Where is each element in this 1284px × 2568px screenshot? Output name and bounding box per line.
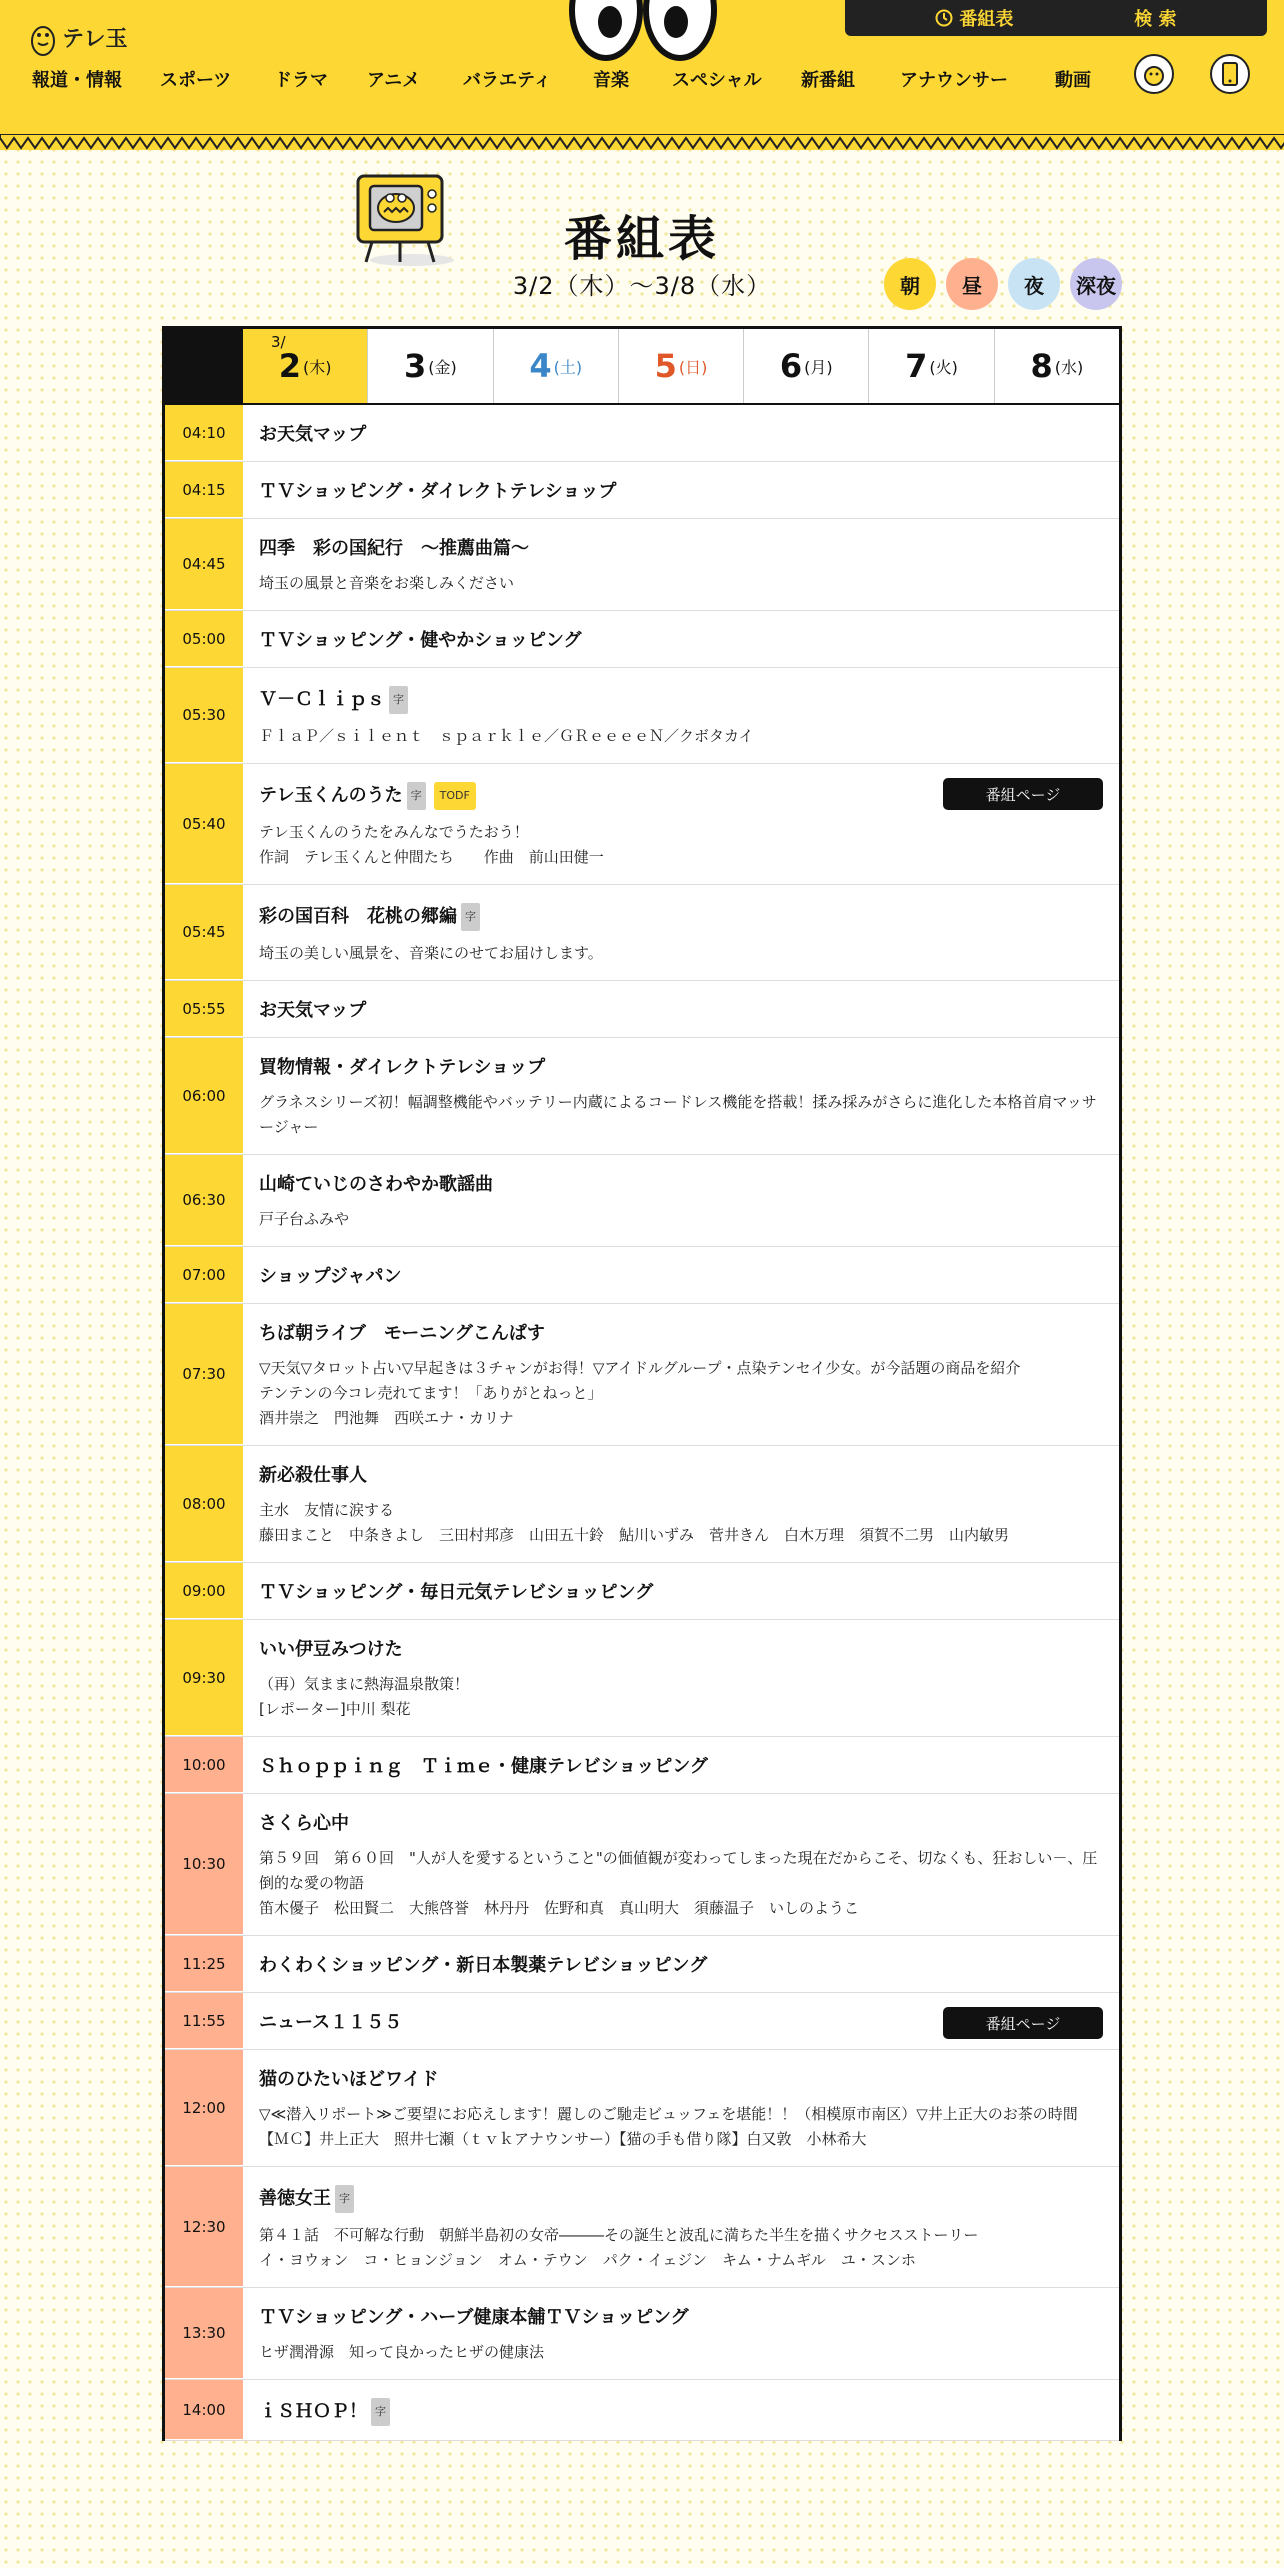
program-description-line: 酒井崇之 門池舞 西咲エナ・カリナ — [259, 1409, 514, 1427]
program-page-button[interactable]: 番組ページ — [943, 2007, 1103, 2039]
program-row — [165, 764, 1119, 885]
program-row — [165, 981, 1119, 1038]
program-title-line — [259, 1056, 1103, 1080]
program-description-line: 藤田まこと 中条きよし 三田村邦彦 山田五十鈴 鮎川いずみ 菅井きん 白木万理 須賀不二男 山内敏男 — [259, 1526, 1010, 1544]
schedule-link[interactable] — [935, 5, 1013, 31]
date-tab-month: 3/ — [271, 333, 286, 351]
program-info — [243, 1737, 1119, 1793]
program-description — [259, 941, 1103, 966]
program-title[interactable]: ニュース１１５５ — [259, 2012, 403, 2033]
program-time: 04:10 — [165, 405, 243, 461]
date-tab-8[interactable] — [994, 329, 1119, 403]
program-description-line: 第５９回 第６０回 "人が人を愛するということ"の価値観が変わってしまった現在だからこそ、切なくも、狂おしい－、圧倒的な愛の物語 — [259, 1849, 1098, 1892]
date-tabs-corner — [165, 329, 243, 403]
program-description-line: テレ玉くんのうたをみんなでうたおう！ — [259, 823, 529, 841]
program-time: 11:55 — [165, 1993, 243, 2049]
program-title[interactable]: ショップジャパン — [259, 1266, 402, 1287]
program-time: 13:30 — [165, 2288, 243, 2379]
program-title-line — [259, 903, 1103, 931]
program-description — [259, 1672, 1103, 1722]
program-title[interactable]: 山崎ていじのさわやか歌謡曲 — [259, 1174, 493, 1195]
program-title-line — [259, 2185, 1103, 2213]
program-description — [259, 2223, 1103, 2273]
program-row — [165, 2167, 1119, 2288]
program-title-line — [259, 2068, 1103, 2092]
filter-night[interactable]: 夜 — [1008, 258, 1060, 310]
program-time: 04:45 — [165, 519, 243, 610]
nav-announcers[interactable]: アナウンサー — [900, 70, 1008, 91]
program-time: 05:30 — [165, 668, 243, 763]
program-title-line — [259, 537, 1103, 561]
program-description-line: 笛木優子 松田賢二 大熊啓誉 林丹丹 佐野和真 真山明大 須藤温子 いしのようこ — [259, 1899, 860, 1917]
program-time: 04:15 — [165, 462, 243, 518]
date-tab-weekday: (土) — [553, 357, 583, 377]
program-description — [259, 1846, 1103, 1921]
program-description — [259, 2102, 1103, 2152]
program-row — [165, 668, 1119, 764]
page-title: 番組表 — [563, 211, 720, 267]
time-of-day-filters — [884, 258, 1122, 312]
program-title[interactable]: 新必殺仕事人 — [259, 1465, 367, 1486]
program-title-line — [259, 1954, 1103, 1978]
date-tab-weekday: (木) — [303, 357, 332, 377]
program-description-line: （再）気ままに熱海温泉散策！ — [259, 1675, 470, 1693]
subtitle-badge: 字 — [389, 686, 408, 714]
filter-late-night[interactable]: 深夜 — [1070, 258, 1122, 310]
program-row — [165, 611, 1119, 668]
program-info — [243, 885, 1119, 980]
program-time: 06:30 — [165, 1155, 243, 1246]
program-row — [165, 1563, 1119, 1620]
program-description — [259, 2340, 1103, 2365]
date-tab-weekday: (日) — [678, 357, 708, 377]
clock-icon — [935, 9, 953, 27]
program-title[interactable]: Ｖ－Ｃｌｉｐｓ — [259, 689, 385, 710]
tele-tama-app-icon[interactable] — [1134, 54, 1174, 94]
filter-noon[interactable]: 昼 — [946, 258, 998, 310]
program-title[interactable]: 善徳女王 — [259, 2188, 331, 2209]
program-time: 05:40 — [165, 764, 243, 884]
date-tab-day: 5 — [654, 347, 677, 385]
date-tab-2[interactable] — [243, 329, 367, 403]
program-row — [165, 1155, 1119, 1247]
date-tab-day: 7 — [905, 347, 928, 385]
program-time: 05:00 — [165, 611, 243, 667]
program-title[interactable]: ｉＳＨＯＰ！ — [259, 2401, 367, 2422]
program-info — [243, 462, 1119, 518]
nav-special[interactable]: スペシャル — [672, 70, 762, 91]
program-description-line: 埼玉の風景と音楽をお楽しみください — [259, 574, 515, 592]
program-description-line: ヒザ潤滑源 知って良かったヒザの健康法 — [259, 2343, 545, 2361]
subtitle-badge: 字 — [407, 782, 426, 810]
program-time: 05:45 — [165, 885, 243, 980]
program-row — [165, 462, 1119, 519]
program-title-line — [259, 1173, 1103, 1197]
program-title-line — [259, 1265, 1103, 1289]
app-icon-glyph — [1136, 56, 1172, 92]
program-title-line — [259, 686, 1103, 714]
program-time: 14:00 — [165, 2380, 243, 2440]
program-title-line — [259, 423, 1103, 447]
date-tab-weekday: (水) — [1054, 357, 1084, 377]
program-description — [259, 820, 1103, 870]
program-description-line: グラネスシリーズ初！幅調整機能やバッテリー内蔵によるコードレス機能を搭載！揉み採みがさらに進化した本格首肩マッサージャー — [259, 1093, 1097, 1136]
program-title-line — [259, 629, 1103, 653]
nav-anime[interactable]: アニメ — [367, 70, 421, 91]
subtitle-badge: 字 — [371, 2398, 390, 2426]
program-row — [165, 1936, 1119, 1993]
date-tab-day: 2 — [278, 347, 302, 385]
site-header — [0, 0, 1284, 150]
program-title-line — [259, 2398, 1103, 2426]
program-title[interactable]: ＴＶショッピング・ハーブ健康本舗ＴＶショッピング — [259, 2307, 689, 2328]
program-title[interactable]: Ｓｈｏｐｐｉｎｇ Ｔｉｍｅ・健康テレビショッピング — [259, 1756, 708, 1777]
phone-icon — [1212, 56, 1248, 92]
program-time: 06:00 — [165, 1038, 243, 1154]
program-time: 12:00 — [165, 2050, 243, 2166]
mascot-eyes-icon — [568, 0, 718, 62]
program-description-line: 【ＭＣ】井上正大 照井七瀬（ｔｖｋアナウンサー）【猫の手も借り隊】白又敦 小林希大 — [259, 2130, 867, 2148]
logo-text: テレ玉 — [62, 26, 128, 52]
program-info — [243, 1038, 1119, 1154]
date-tabs — [165, 329, 1119, 405]
program-info — [243, 2167, 1119, 2287]
filter-morning[interactable]: 朝 — [884, 258, 936, 310]
program-description-line: 作詞 テレ玉くんと仲間たち 作曲 前山田健一 — [259, 848, 604, 866]
program-info — [243, 668, 1119, 763]
date-tab-weekday: (火) — [929, 357, 958, 377]
schedule-link-label: 番組表 — [959, 9, 1014, 30]
program-info — [243, 981, 1119, 1037]
program-description-line: ＦｌａＰ／ｓｉｌｅｎｔ ｓｐａｒｋｌｅ／ＧＲｅｅｅｅＮ／クボタカイ — [259, 727, 754, 745]
date-tab-6[interactable] — [743, 329, 868, 403]
program-description — [259, 1356, 1103, 1431]
program-title[interactable]: いい伊豆みつけた — [259, 1639, 403, 1660]
program-info — [243, 2380, 1119, 2440]
program-time: 10:00 — [165, 1737, 243, 1793]
header-zigzag-edge — [0, 134, 1284, 152]
date-tab-day: 8 — [1030, 347, 1053, 385]
program-title[interactable]: ＴＶショッピング・毎日元気テレビショッピング — [259, 1582, 654, 1603]
program-row — [165, 1446, 1119, 1563]
program-time: 11:25 — [165, 1936, 243, 1992]
program-title[interactable]: お天気マップ — [259, 424, 367, 445]
program-info — [243, 764, 1119, 884]
program-title[interactable]: 猫のひたいほどワイド — [259, 2069, 439, 2090]
program-title-line — [259, 1322, 1103, 1346]
program-info — [243, 1446, 1119, 1562]
subtitle-badge: 字 — [461, 903, 480, 931]
program-time: 07:00 — [165, 1247, 243, 1303]
program-row — [165, 1737, 1119, 1794]
subtitle-badge: 字 — [335, 2185, 354, 2213]
utility-bar — [845, 0, 1267, 36]
program-info — [243, 1304, 1119, 1445]
program-time: 09:00 — [165, 1563, 243, 1619]
date-tab-3[interactable] — [367, 329, 492, 403]
program-title-line — [259, 1638, 1103, 1662]
program-info — [243, 1620, 1119, 1736]
program-time: 12:30 — [165, 2167, 243, 2287]
program-row — [165, 1620, 1119, 1737]
program-schedule — [162, 326, 1122, 2441]
program-row — [165, 1304, 1119, 1446]
program-title-line — [259, 1812, 1103, 1836]
todf-badge: TODF — [434, 782, 476, 810]
program-info — [243, 1563, 1119, 1619]
program-row — [165, 2050, 1119, 2167]
nav-variety[interactable]: バラエティ — [463, 70, 552, 91]
program-time: 05:55 — [165, 981, 243, 1037]
nav-music[interactable]: 音楽 — [593, 70, 629, 91]
program-time: 09:30 — [165, 1620, 243, 1736]
program-title[interactable]: お天気マップ — [259, 1000, 367, 1021]
program-description — [259, 724, 1103, 749]
program-info — [243, 1936, 1119, 1992]
nav-sports[interactable]: スポーツ — [160, 70, 232, 91]
main-nav — [0, 62, 1284, 98]
program-description-line: ▽天気▽タロット占い▽早起きは３チャンがお得！▽アイドルグループ・点染テンセイ少女。が今話題の商品を紹介 — [259, 1359, 1021, 1377]
program-row — [165, 2288, 1119, 2380]
date-range: 3/2（木）〜3/8（水） — [512, 272, 772, 300]
program-info — [243, 2288, 1119, 2379]
program-description-line: 埼玉の美しい風景を、音楽にのせてお届けします。 — [259, 944, 603, 962]
program-time: 08:00 — [165, 1446, 243, 1562]
program-title[interactable]: 四季 彩の国紀行 ～推薦曲篇～ — [259, 538, 529, 559]
nav-new-programs[interactable]: 新番組 — [801, 70, 855, 91]
program-title[interactable]: 彩の国百科 花桃の郷編 — [259, 906, 457, 927]
program-info — [243, 1247, 1119, 1303]
program-title[interactable]: さくら心中 — [259, 1813, 349, 1834]
program-title-line — [259, 1464, 1103, 1488]
program-row — [165, 885, 1119, 981]
date-tab-weekday: (金) — [428, 357, 457, 377]
date-tab-5[interactable] — [618, 329, 743, 403]
program-row — [165, 405, 1119, 462]
program-row — [165, 519, 1119, 611]
program-title[interactable]: ＴＶショッピング・健やかショッピング — [259, 630, 582, 651]
program-description-line: 主水 友情に涙する — [259, 1501, 395, 1519]
program-title-line — [259, 2306, 1103, 2330]
program-row — [165, 1038, 1119, 1155]
program-row — [165, 1993, 1119, 2050]
program-description-line: ▽≪潜入リポート≫ご要望にお応えします！麗しのご馳走ビュッフェを堪能！！（相模原市南区）▽井上正大のお茶の時間 — [259, 2105, 1078, 2123]
program-title[interactable]: テレ玉くんのうた — [259, 785, 403, 806]
program-time: 07:30 — [165, 1304, 243, 1445]
program-row — [165, 2380, 1119, 2441]
program-info — [243, 519, 1119, 610]
nav-videos[interactable]: 動画 — [1055, 70, 1091, 91]
program-info — [243, 1794, 1119, 1935]
program-title-line — [259, 1755, 1103, 1779]
program-description-line: [レポーター]中川 梨花 — [259, 1700, 411, 1718]
nav-news[interactable]: 報道・情報 — [32, 70, 122, 91]
program-info — [243, 2050, 1119, 2166]
program-description — [259, 1207, 1103, 1232]
program-title[interactable]: ちば朝ライブ モーニングこんぱす — [259, 1323, 545, 1344]
program-time: 10:30 — [165, 1794, 243, 1935]
program-description-line: 第４１話 不可解な行動 朝鮮半島初の女帝―――その誕生と波乱に満ちた半生を描くサクセスストーリー — [259, 2226, 979, 2244]
program-description — [259, 571, 1103, 596]
program-page-button[interactable]: 番組ページ — [943, 778, 1103, 810]
program-list — [165, 405, 1119, 2441]
program-description — [259, 1090, 1103, 1140]
program-title[interactable]: わくわくショッピング・新日本製薬テレビショッピング — [259, 1955, 708, 1976]
search-link[interactable]: 検 索 — [1134, 9, 1177, 30]
date-tab-day: 4 — [529, 347, 552, 385]
program-title-line — [259, 1581, 1103, 1605]
date-tab-day: 6 — [779, 347, 803, 385]
program-description-line: イ・ヨウォン コ・ヒョンジョン オム・テウン パク・イェジン キム・ナムギル ユ・スンホ — [259, 2251, 916, 2269]
program-row — [165, 1247, 1119, 1304]
nav-drama[interactable]: ドラマ — [274, 70, 328, 91]
date-tab-day: 3 — [404, 347, 427, 385]
program-info — [243, 611, 1119, 667]
site-logo[interactable] — [30, 16, 128, 58]
date-tab-4[interactable] — [493, 329, 618, 403]
program-info — [243, 405, 1119, 461]
program-description-line: テンテンの今コレ売れてます！「ありがとねっと」 — [259, 1384, 603, 1402]
program-title[interactable]: 買物情報・ダイレクトテレショップ — [259, 1057, 546, 1078]
date-tab-7[interactable] — [868, 329, 993, 403]
tele-tama-kun-icon — [30, 17, 56, 57]
program-title-line — [259, 480, 1103, 504]
program-description-line: 戸子台ふみや — [259, 1210, 350, 1228]
program-row — [165, 1794, 1119, 1936]
program-title[interactable]: ＴＶショッピング・ダイレクトテレショップ — [259, 481, 617, 502]
program-title-line — [259, 999, 1103, 1023]
program-info — [243, 1155, 1119, 1246]
program-info — [243, 1993, 1119, 2049]
program-description — [259, 1498, 1103, 1548]
date-tab-weekday: (月) — [804, 357, 833, 377]
tele-tama-pass-icon[interactable] — [1210, 54, 1250, 94]
